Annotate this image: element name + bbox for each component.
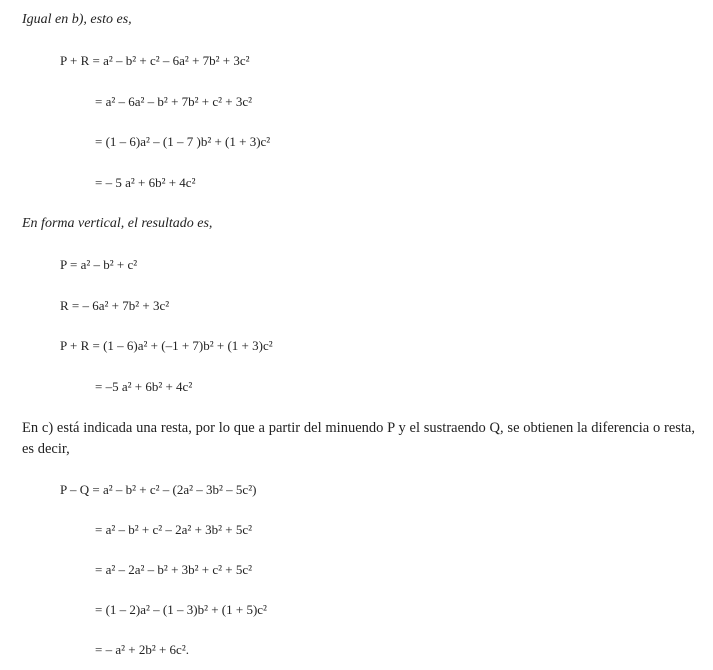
paragraph-c: En c) está indicada una resta, por lo que a partir del minuendo P y el sustraendo Q, se obtienen la diferencia o resta, es decir, bbox=[22, 420, 695, 457]
intro-b-text: Igual en b), esto es, bbox=[22, 12, 132, 27]
equation-line: = a² – 6a² – b² + 7b² + c² + 3c² bbox=[95, 94, 253, 109]
equation-line: = (1 – 2)a² – (1 – 3)b² + (1 + 5)c² bbox=[95, 602, 267, 617]
equation-line: R = – 6a² + 7b² + 3c² bbox=[60, 298, 170, 313]
equation-line: P + R = a² – b² + c² – 6a² + 7b² + 3c² bbox=[60, 53, 250, 68]
equation-line: = –5 a² + 6b² + 4c² bbox=[95, 379, 193, 394]
equation-line: = (1 – 6)a² – (1 – 7 )b² + (1 + 3)c² bbox=[95, 134, 271, 149]
equation-line: = – 5 a² + 6b² + 4c² bbox=[95, 175, 196, 190]
equation-line: = a² – 2a² – b² + 3b² + c² + 5c² bbox=[95, 562, 253, 577]
equation-line: P + R = (1 – 6)a² + (–1 + 7)b² + (1 + 3)c² bbox=[60, 338, 273, 353]
intro-vertical-text: En forma vertical, el resultado es, bbox=[22, 216, 213, 231]
equation-line: = a² – b² + c² – 2a² + 3b² + 5c² bbox=[95, 522, 253, 537]
equation-line: = – a² + 2b² + 6c². bbox=[95, 642, 189, 657]
equation-line: P – Q = a² – b² + c² – (2a² – 3b² – 5c²) bbox=[60, 482, 257, 497]
equation-line: P = a² – b² + c² bbox=[60, 257, 138, 272]
